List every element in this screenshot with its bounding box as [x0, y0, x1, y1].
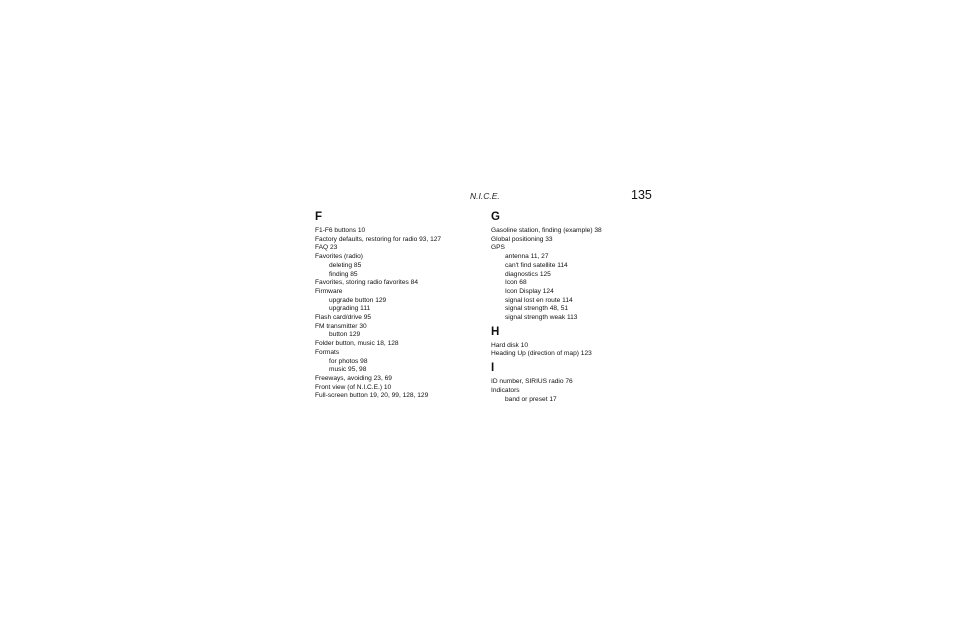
section-letter-heading: G	[491, 211, 500, 223]
index-entry: Full-screen button 19, 20, 99, 128, 129	[315, 392, 429, 400]
index-subentry: music 95, 98	[329, 366, 367, 374]
index-section	[491, 211, 666, 323]
index-subentry: for photos 98	[329, 357, 368, 365]
index-subentry: diagnostics 125	[505, 270, 551, 278]
index-subentry: Icon 68	[505, 279, 527, 287]
index-subentry: deleting 85	[329, 261, 362, 269]
index-entry: Favorites (radio)	[315, 253, 364, 261]
running-head-title: N.I.C.E.	[470, 191, 500, 201]
index-entry: Heading Up (direction of map) 123	[491, 350, 592, 358]
index-subentry: can't find satellite 114	[505, 261, 568, 269]
index-section	[315, 211, 490, 401]
index-entry: GPS	[491, 244, 505, 252]
index-subentry: finding 85	[329, 270, 358, 278]
index-entry: FM transmitter 30	[315, 322, 367, 330]
index-subentry: button 129	[329, 331, 361, 339]
index-entry: Firmware	[315, 287, 343, 295]
index-section	[491, 326, 666, 359]
index-subentry: band or preset 17	[505, 395, 557, 403]
index-subentry: antenna 11, 27	[505, 253, 549, 261]
index-subentry: signal strength weak 113	[505, 314, 578, 322]
index-column-left	[315, 211, 490, 401]
index-entry: Freeways, avoiding 23, 69	[315, 374, 392, 382]
index-entry: ID number, SIRIUS radio 76	[491, 378, 573, 386]
index-entry: Formats	[315, 348, 340, 356]
index-subentry: upgrade button 129	[329, 296, 387, 304]
index-subentry: signal lost en route 114	[505, 296, 573, 304]
index-entry: Favorites, storing radio favorites 84	[315, 279, 418, 287]
index-subentry: upgrading 111	[329, 305, 371, 313]
index-entry: Gasoline station, finding (example) 38	[491, 227, 602, 234]
index-entry: Indicators	[491, 386, 520, 394]
index-section	[491, 362, 666, 404]
page-number: 135	[631, 188, 652, 202]
index-entry: F1-F6 buttons 10	[315, 227, 366, 234]
index-entry: Folder button, music 18, 128	[315, 340, 399, 348]
index-column-right	[491, 211, 666, 404]
section-letter-heading: F	[315, 211, 323, 223]
index-entry: Front view (of N.I.C.E.) 10	[315, 383, 392, 391]
section-letter-heading: H	[491, 325, 500, 338]
index-entry: Hard disk 10	[491, 341, 529, 349]
index-entry: Flash card/drive 95	[315, 314, 372, 322]
index-entry: Factory defaults, restoring for radio 93, 127	[315, 235, 442, 243]
index-subentry: signal strength 48, 51	[505, 305, 569, 313]
index-entry: Global positioning 33	[491, 235, 553, 243]
index-subentry: Icon Display 124	[505, 287, 554, 295]
index-entry: FAQ 23	[315, 244, 338, 252]
section-letter-heading: I	[491, 362, 495, 375]
